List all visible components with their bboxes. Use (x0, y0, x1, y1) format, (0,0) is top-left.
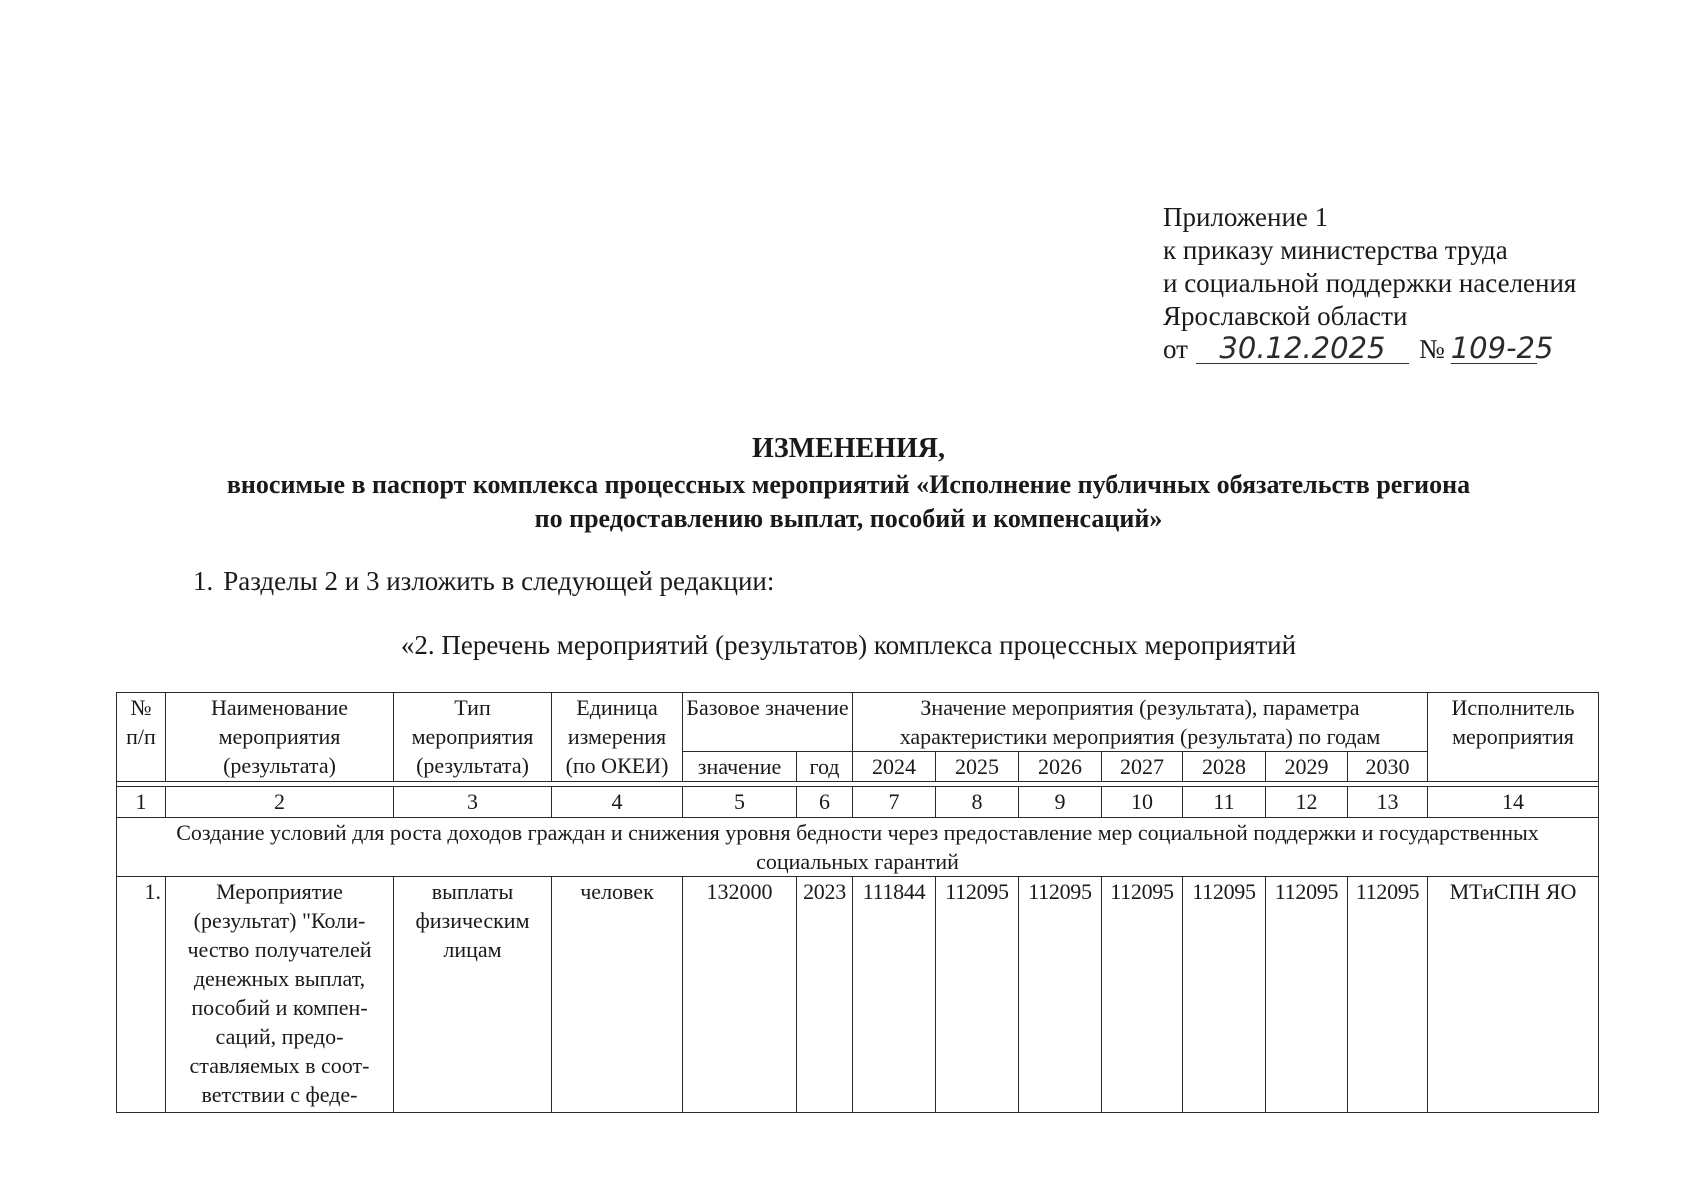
header-base-year: год (797, 752, 853, 782)
appendix-line-1: Приложение 1 (1163, 202, 1329, 232)
header-base-value: значение (683, 752, 797, 782)
column-number: 12 (1266, 787, 1348, 818)
column-number: 1 (117, 787, 166, 818)
handwritten-date: 30.12.2025 (1196, 333, 1409, 364)
row-value: 112095 (936, 877, 1019, 1113)
row-value: 111844 (853, 877, 936, 1113)
title-heading: ИЗМЕНЕНИЯ, (752, 433, 945, 464)
list-item-text: Разделы 2 и 3 изложить в следующей редакции: (223, 566, 775, 596)
column-number: 7 (853, 787, 936, 818)
row-type: выплаты физическим лицам (394, 877, 552, 1113)
header-year: 2025 (936, 752, 1019, 782)
document-title (0, 432, 1697, 536)
date-prefix: от (1163, 334, 1188, 364)
appendix-line-3: и социальной поддержки населения (1163, 268, 1577, 298)
row-base-year: 2023 (797, 877, 853, 1113)
header-executor: Исполнитель мероприятия (1428, 693, 1599, 782)
list-item-number: 1. (193, 566, 214, 596)
handwritten-number: 109-25 (1450, 331, 1554, 365)
table-row (117, 877, 1599, 1113)
column-number: 14 (1428, 787, 1599, 818)
appendix-date-line (1163, 333, 1576, 366)
header-year: 2029 (1266, 752, 1348, 782)
column-number: 5 (683, 787, 797, 818)
header-num: № п/п (117, 693, 166, 782)
column-number: 10 (1102, 787, 1183, 818)
column-number: 9 (1019, 787, 1102, 818)
header-year: 2027 (1102, 752, 1183, 782)
measures-table (116, 692, 1599, 1113)
row-name: Мероприятие (результат) "Коли-чество получателей денежных выплат, пособий и компен-саций, предо-ставляемых в соот-ветствии с феде- (166, 877, 394, 1113)
appendix-line-4: Ярославской области (1163, 301, 1408, 331)
column-number: 11 (1183, 787, 1266, 818)
row-value: 112095 (1348, 877, 1428, 1113)
header-name: Наименование мероприятия (результата) (166, 693, 394, 782)
appendix-block (1163, 201, 1576, 366)
appendix-line-2: к приказу министерства труда (1163, 235, 1508, 265)
column-number-row (117, 787, 1599, 818)
column-number: 3 (394, 787, 552, 818)
title-line-3: по предоставлению выплат, пособий и компенсаций» (534, 504, 1163, 533)
row-value: 112095 (1266, 877, 1348, 1113)
header-type: Тип мероприятия (результата) (394, 693, 552, 782)
list-item-1 (193, 566, 774, 597)
header-year: 2024 (853, 752, 936, 782)
section-title: «2. Перечень мероприятий (результатов) комплекса процессных мероприятий (400, 630, 1297, 660)
header-year: 2028 (1183, 752, 1266, 782)
row-base-value: 132000 (683, 877, 797, 1113)
row-unit: человек (552, 877, 683, 1113)
row-value: 112095 (1183, 877, 1266, 1113)
number-sign: № (1418, 334, 1445, 364)
title-line-2: вносимые в паспорт комплекса процессных мероприятий «Исполнение публичных обязательств региона (226, 470, 1471, 499)
goal-text: Создание условий для роста доходов граждан и снижения уровня бедности через предоставление мер социальной поддержки и государственных социальных гарантий (117, 818, 1599, 877)
header-year: 2030 (1348, 752, 1428, 782)
goal-row (117, 818, 1599, 877)
column-number: 4 (552, 787, 683, 818)
column-number: 8 (936, 787, 1019, 818)
column-number: 13 (1348, 787, 1428, 818)
column-number: 2 (166, 787, 394, 818)
header-base: Базовое значение (683, 693, 853, 752)
header-year: 2026 (1019, 752, 1102, 782)
row-value: 112095 (1102, 877, 1183, 1113)
row-value: 112095 (1019, 877, 1102, 1113)
row-num: 1. (117, 877, 166, 1113)
table-header-row (117, 693, 1599, 752)
header-values: Значение мероприятия (результата), параметра характеристики мероприятия (результата) по годам (853, 693, 1428, 752)
column-number: 6 (797, 787, 853, 818)
row-executor: МТиСПН ЯО (1428, 877, 1599, 1113)
header-unit: Единица измерения (по ОКЕИ) (552, 693, 683, 782)
